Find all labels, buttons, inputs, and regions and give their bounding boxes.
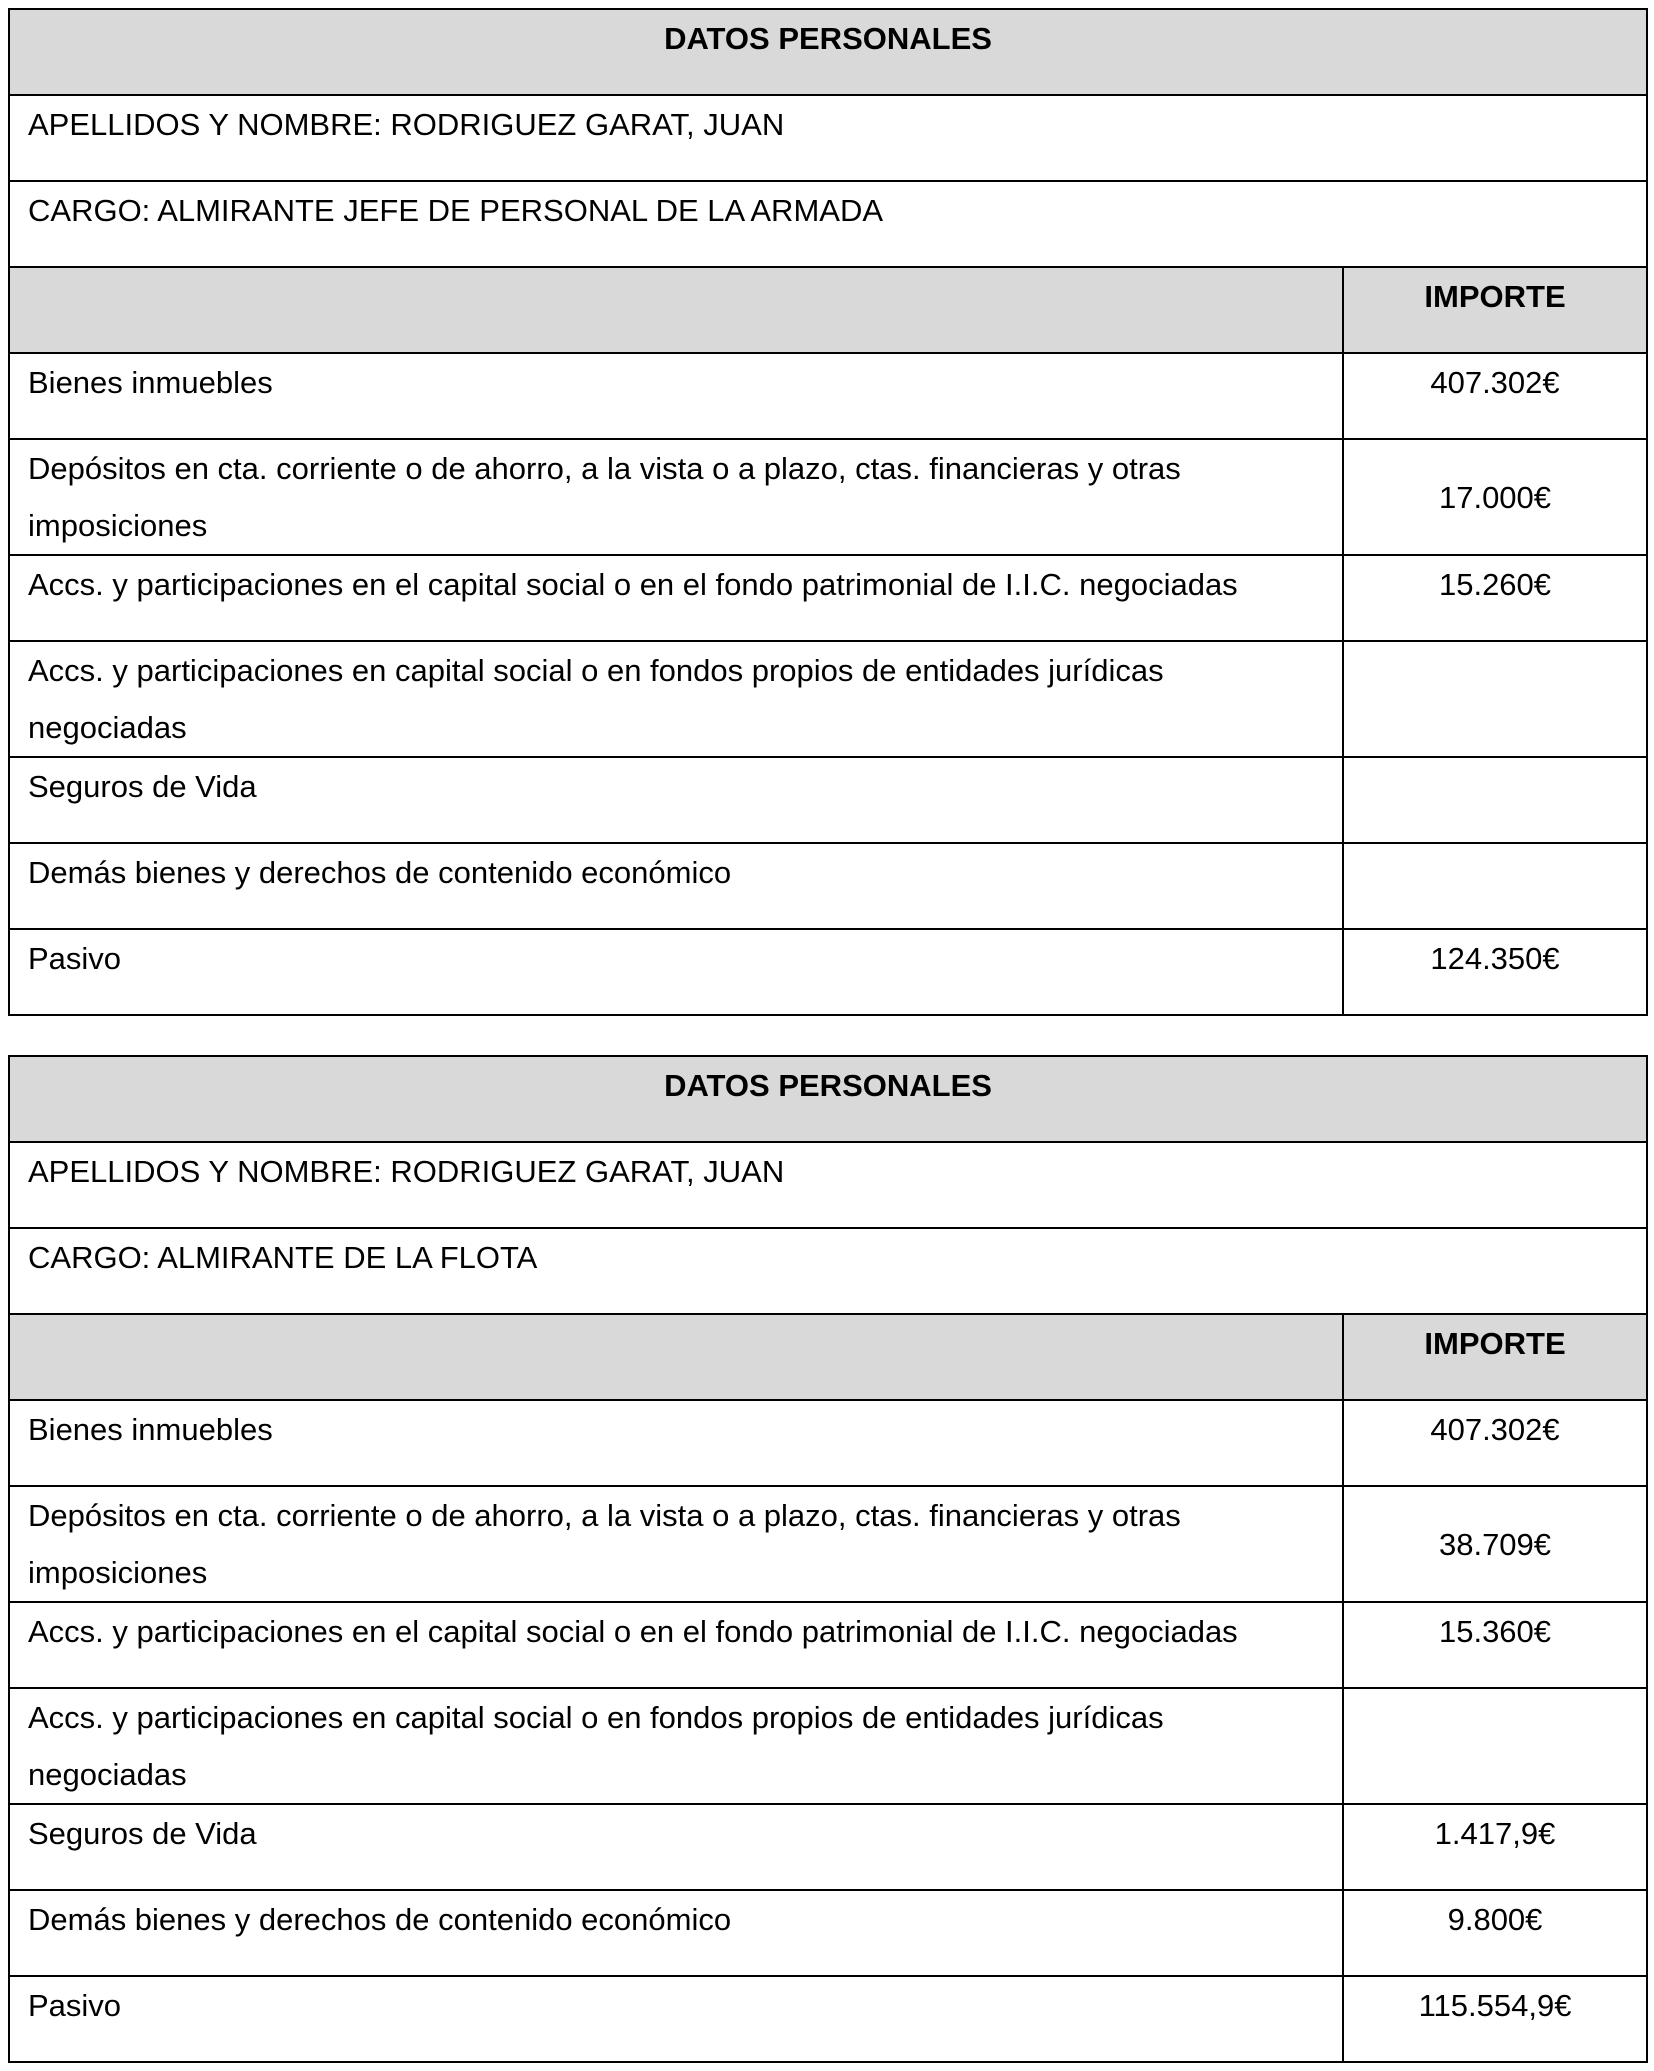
item-label: Bienes inmuebles xyxy=(9,1400,1343,1486)
table-row xyxy=(9,1976,1647,2062)
amount-header: IMPORTE xyxy=(1343,1314,1647,1400)
item-label: Pasivo xyxy=(9,1976,1343,2062)
cargo-line: CARGO: ALMIRANTE DE LA FLOTA xyxy=(9,1228,1647,1314)
table-row xyxy=(9,1688,1647,1804)
item-amount: 1.417,9€ xyxy=(1343,1804,1647,1890)
table-row xyxy=(9,555,1647,641)
item-label: Accs. y participaciones en el capital social o en el fondo patrimonial de I.I.C. negociadas xyxy=(9,1602,1343,1688)
cargo-line: CARGO: ALMIRANTE JEFE DE PERSONAL DE LA ARMADA xyxy=(9,181,1647,267)
item-amount xyxy=(1343,843,1647,929)
item-label: Demás bienes y derechos de contenido económico xyxy=(9,843,1343,929)
item-amount: 17.000€ xyxy=(1343,439,1647,555)
table-row xyxy=(9,439,1647,555)
header-blank-cell xyxy=(9,267,1343,353)
table-row xyxy=(9,1890,1647,1976)
item-amount: 115.554,9€ xyxy=(1343,1976,1647,2062)
table-row xyxy=(9,843,1647,929)
item-label: Accs. y participaciones en capital social o en fondos propios de entidades jurídicas negociadas xyxy=(9,1688,1343,1804)
name-line: APELLIDOS Y NOMBRE: RODRIGUEZ GARAT, JUAN xyxy=(9,1142,1647,1228)
item-amount: 9.800€ xyxy=(1343,1890,1647,1976)
item-amount: 15.260€ xyxy=(1343,555,1647,641)
declaration-table-2 xyxy=(8,1055,1648,2063)
table-title: DATOS PERSONALES xyxy=(9,1056,1647,1142)
table-title: DATOS PERSONALES xyxy=(9,9,1647,95)
item-amount xyxy=(1343,1688,1647,1804)
item-amount: 124.350€ xyxy=(1343,929,1647,1015)
amount-header: IMPORTE xyxy=(1343,267,1647,353)
item-label: Accs. y participaciones en capital social o en fondos propios de entidades jurídicas negociadas xyxy=(9,641,1343,757)
header-blank-cell xyxy=(9,1314,1343,1400)
item-label: Seguros de Vida xyxy=(9,757,1343,843)
table-row xyxy=(9,1486,1647,1602)
item-amount xyxy=(1343,641,1647,757)
table-row xyxy=(9,929,1647,1015)
item-label: Depósitos en cta. corriente o de ahorro, a la vista o a plazo, ctas. financieras y otras imposiciones xyxy=(9,439,1343,555)
table-row xyxy=(9,1602,1647,1688)
item-label: Depósitos en cta. corriente o de ahorro, a la vista o a plazo, ctas. financieras y otras imposiciones xyxy=(9,1486,1343,1602)
table-row xyxy=(9,353,1647,439)
table-row xyxy=(9,757,1647,843)
item-amount: 407.302€ xyxy=(1343,1400,1647,1486)
name-line: APELLIDOS Y NOMBRE: RODRIGUEZ GARAT, JUAN xyxy=(9,95,1647,181)
item-label: Accs. y participaciones en el capital social o en el fondo patrimonial de I.I.C. negociadas xyxy=(9,555,1343,641)
item-label: Seguros de Vida xyxy=(9,1804,1343,1890)
item-amount xyxy=(1343,757,1647,843)
table-row xyxy=(9,641,1647,757)
item-amount: 38.709€ xyxy=(1343,1486,1647,1602)
table-row xyxy=(9,1400,1647,1486)
item-label: Bienes inmuebles xyxy=(9,353,1343,439)
table-row xyxy=(9,1804,1647,1890)
item-label: Pasivo xyxy=(9,929,1343,1015)
item-amount: 15.360€ xyxy=(1343,1602,1647,1688)
declaration-table-1 xyxy=(8,8,1648,1016)
item-amount: 407.302€ xyxy=(1343,353,1647,439)
item-label: Demás bienes y derechos de contenido económico xyxy=(9,1890,1343,1976)
